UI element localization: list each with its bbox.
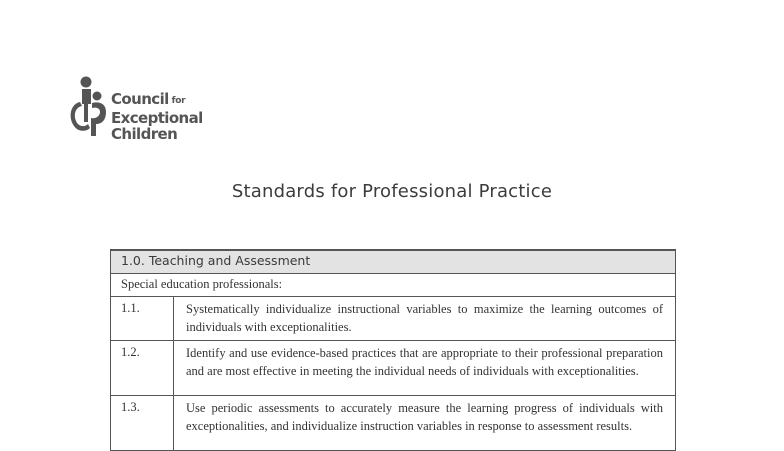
logo-line-council: Council — [111, 90, 169, 108]
section-header: 1.0. Teaching and Assessment — [111, 250, 676, 274]
table-row — [111, 297, 676, 341]
standard-number: 1.2. — [111, 341, 174, 396]
standard-number: 1.3. — [111, 396, 174, 451]
table-row — [111, 396, 676, 451]
logo-line-for: for — [171, 96, 186, 106]
table-row — [111, 341, 676, 396]
section-header-row — [111, 250, 676, 274]
standard-text: Identify and use evidence-based practices that are appropriate to their professional preparation and are most effective in meeting the individual needs of individuals with exceptionalities. — [174, 341, 676, 396]
standards-table — [110, 249, 676, 451]
page-title: Standards for Professional Practice — [231, 181, 553, 202]
standard-number: 1.1. — [111, 297, 174, 341]
intro-row — [111, 274, 676, 297]
logo-line-exceptional: Exceptional — [111, 109, 203, 127]
logo-line-children: Children — [111, 125, 178, 143]
logo-wordmark — [111, 91, 203, 142]
standard-text: Use periodic assessments to accurately measure the learning progress of individuals with exceptionalities, and individualize instruction variables in response to assessment results. — [174, 396, 676, 451]
standard-text: Systematically individualize instructional variables to maximize the learning outcomes of individuals with exceptionalities. — [174, 297, 676, 341]
intro-text: Special education professionals: — [111, 274, 676, 297]
cec-figures-icon — [66, 74, 110, 140]
cec-logo — [66, 74, 216, 143]
